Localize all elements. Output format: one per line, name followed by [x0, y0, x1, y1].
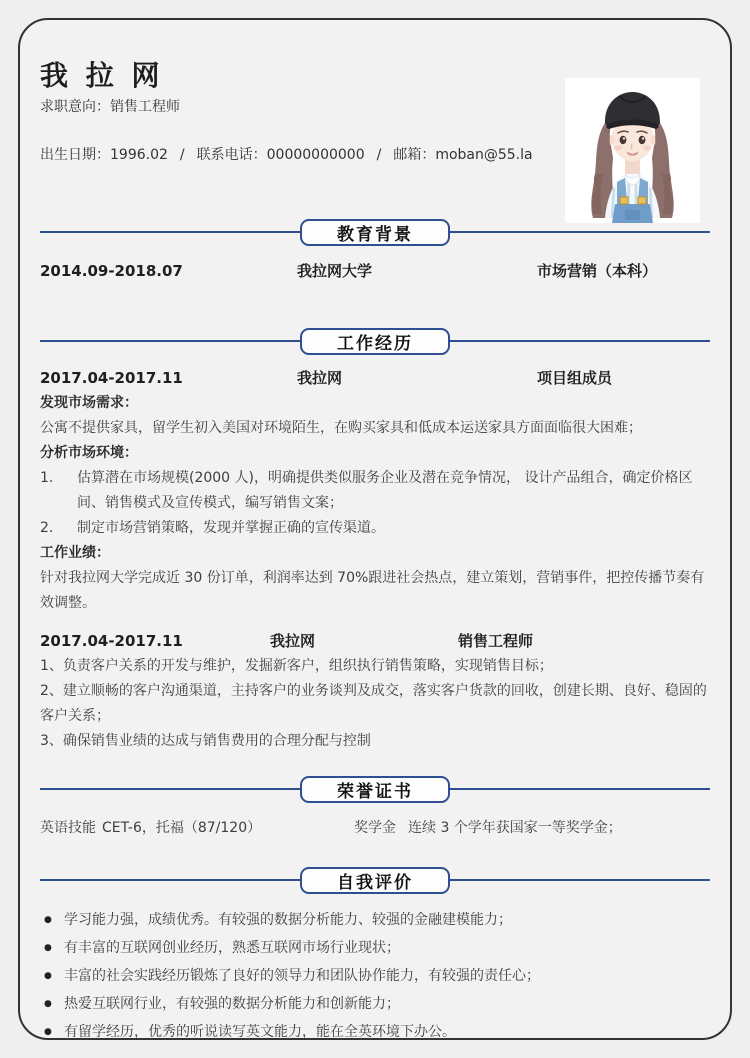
education-date: 2014.09-2018.07	[40, 262, 183, 280]
job-detail-text: 针对我拉网大学完成近 30 份订单，利润率达到 70%跟进社会热点，建立策划，营销事件，把控传播节奏有效调整。	[40, 570, 705, 611]
resume-page	[18, 18, 732, 1040]
job-company: 我拉网	[270, 632, 316, 650]
honors-row	[40, 815, 710, 841]
job-role: 项目组成员	[537, 369, 613, 387]
evaluation-item	[40, 990, 710, 1018]
job-detail-text: 2、建立顺畅的客户沟通渠道，主持客户的业务谈判及成交，落实客户货款的回收，创建长期、良好、稳固的客户关系；	[40, 683, 707, 724]
section-header-evaluation	[40, 867, 710, 894]
list-number: 1.	[40, 470, 54, 486]
evaluation-text: 有留学经历，优秀的听说读写英文能力，能在全英环境下办公。	[64, 1024, 456, 1040]
section-header-work	[40, 328, 710, 355]
job-detail-label: 分析市场环境：	[40, 445, 138, 461]
honor-label: 奖学金	[354, 820, 396, 836]
list-text: 估算潜在市场规模(2000 人)，明确提供类似服务企业及潜在竞争情况， 设计产品组合，确定价格区间、销售模式及宣传模式，编写销售文案；	[77, 470, 693, 511]
list-text: 制定市场营销策略，发现并掌握正确的宣传渠道。	[77, 520, 385, 536]
job-detail-text: 1、负责客户关系的开发与维护，发掘新客户，组织执行销售策略，实现销售目标；	[40, 658, 553, 674]
candidate-name: 我 拉 网	[40, 59, 164, 92]
section-title-box: 教育背景	[300, 219, 450, 246]
evaluation-item	[40, 962, 710, 990]
evaluation-text: 热爱互联网行业，有较强的数据分析能力和创新能力；	[64, 996, 400, 1012]
job-detail-label: 发现市场需求：	[40, 395, 138, 411]
profile-photo	[565, 78, 700, 223]
job-detail-text: 3、确保销售业绩的达成与销售费用的合理分配与控制	[40, 733, 371, 749]
honor-value: 连续 3 个学年获国家一等奖学金；	[408, 820, 622, 836]
bullet-dot-icon: ●	[44, 971, 52, 981]
section-header-education	[40, 219, 710, 246]
section-title-box: 工作经历	[300, 328, 450, 355]
job-date: 2017.04-2017.11	[40, 369, 183, 387]
job1-details	[40, 391, 710, 616]
phone-number: 联系电话：00000000000	[196, 147, 365, 163]
job2-details	[40, 654, 710, 754]
evaluation-text: 有丰富的互联网创业经历，熟悉互联网市场行业现状；	[64, 940, 400, 956]
contact-separator: /	[376, 147, 382, 163]
section-header-honors	[40, 776, 710, 803]
email-address: 邮箱：moban@55.la	[393, 147, 533, 163]
honor-value: CET-6，托福（87/120）	[102, 820, 262, 836]
job-detail-text: 公寓不提供家具，留学生初入美国对环境陌生，在购买家具和低成本运送家具方面面临很大困难；	[40, 420, 642, 436]
evaluation-text: 丰富的社会实践经历锻炼了良好的领导力和团队协作能力，有较强的责任心；	[64, 968, 540, 984]
evaluation-list	[40, 906, 710, 1046]
bullet-dot-icon: ●	[44, 943, 52, 953]
honor-label: 英语技能	[40, 820, 96, 836]
job-detail-label: 工作业绩：	[40, 545, 110, 561]
evaluation-item	[40, 1018, 710, 1046]
evaluation-text: 学习能力强，成绩优秀。有较强的数据分析能力、较强的金融建模能力；	[64, 912, 512, 928]
education-row	[40, 258, 710, 284]
job-role: 销售工程师	[458, 632, 534, 650]
bullet-dot-icon: ●	[44, 1027, 52, 1037]
bullet-dot-icon: ●	[44, 999, 52, 1009]
evaluation-item	[40, 906, 710, 934]
contact-separator: /	[179, 147, 185, 163]
section-title-box: 荣誉证书	[300, 776, 450, 803]
evaluation-item	[40, 934, 710, 962]
job-intent: 求职意向：销售工程师	[40, 99, 180, 115]
list-number: 2.	[40, 520, 54, 536]
avatar-illustration-icon	[565, 78, 700, 223]
education-major: 市场营销（本科）	[537, 262, 658, 280]
job-company: 我拉网	[297, 369, 343, 387]
job1-header-row	[40, 365, 710, 391]
birth-date: 出生日期：1996.02	[40, 147, 168, 163]
job2-header-row	[40, 628, 710, 654]
education-school: 我拉网大学	[297, 262, 373, 280]
bullet-dot-icon: ●	[44, 915, 52, 925]
job-date: 2017.04-2017.11	[40, 632, 183, 650]
section-title-box: 自我评价	[300, 867, 450, 894]
job-detail-list-item	[40, 466, 710, 516]
job-detail-list-item	[40, 516, 710, 541]
